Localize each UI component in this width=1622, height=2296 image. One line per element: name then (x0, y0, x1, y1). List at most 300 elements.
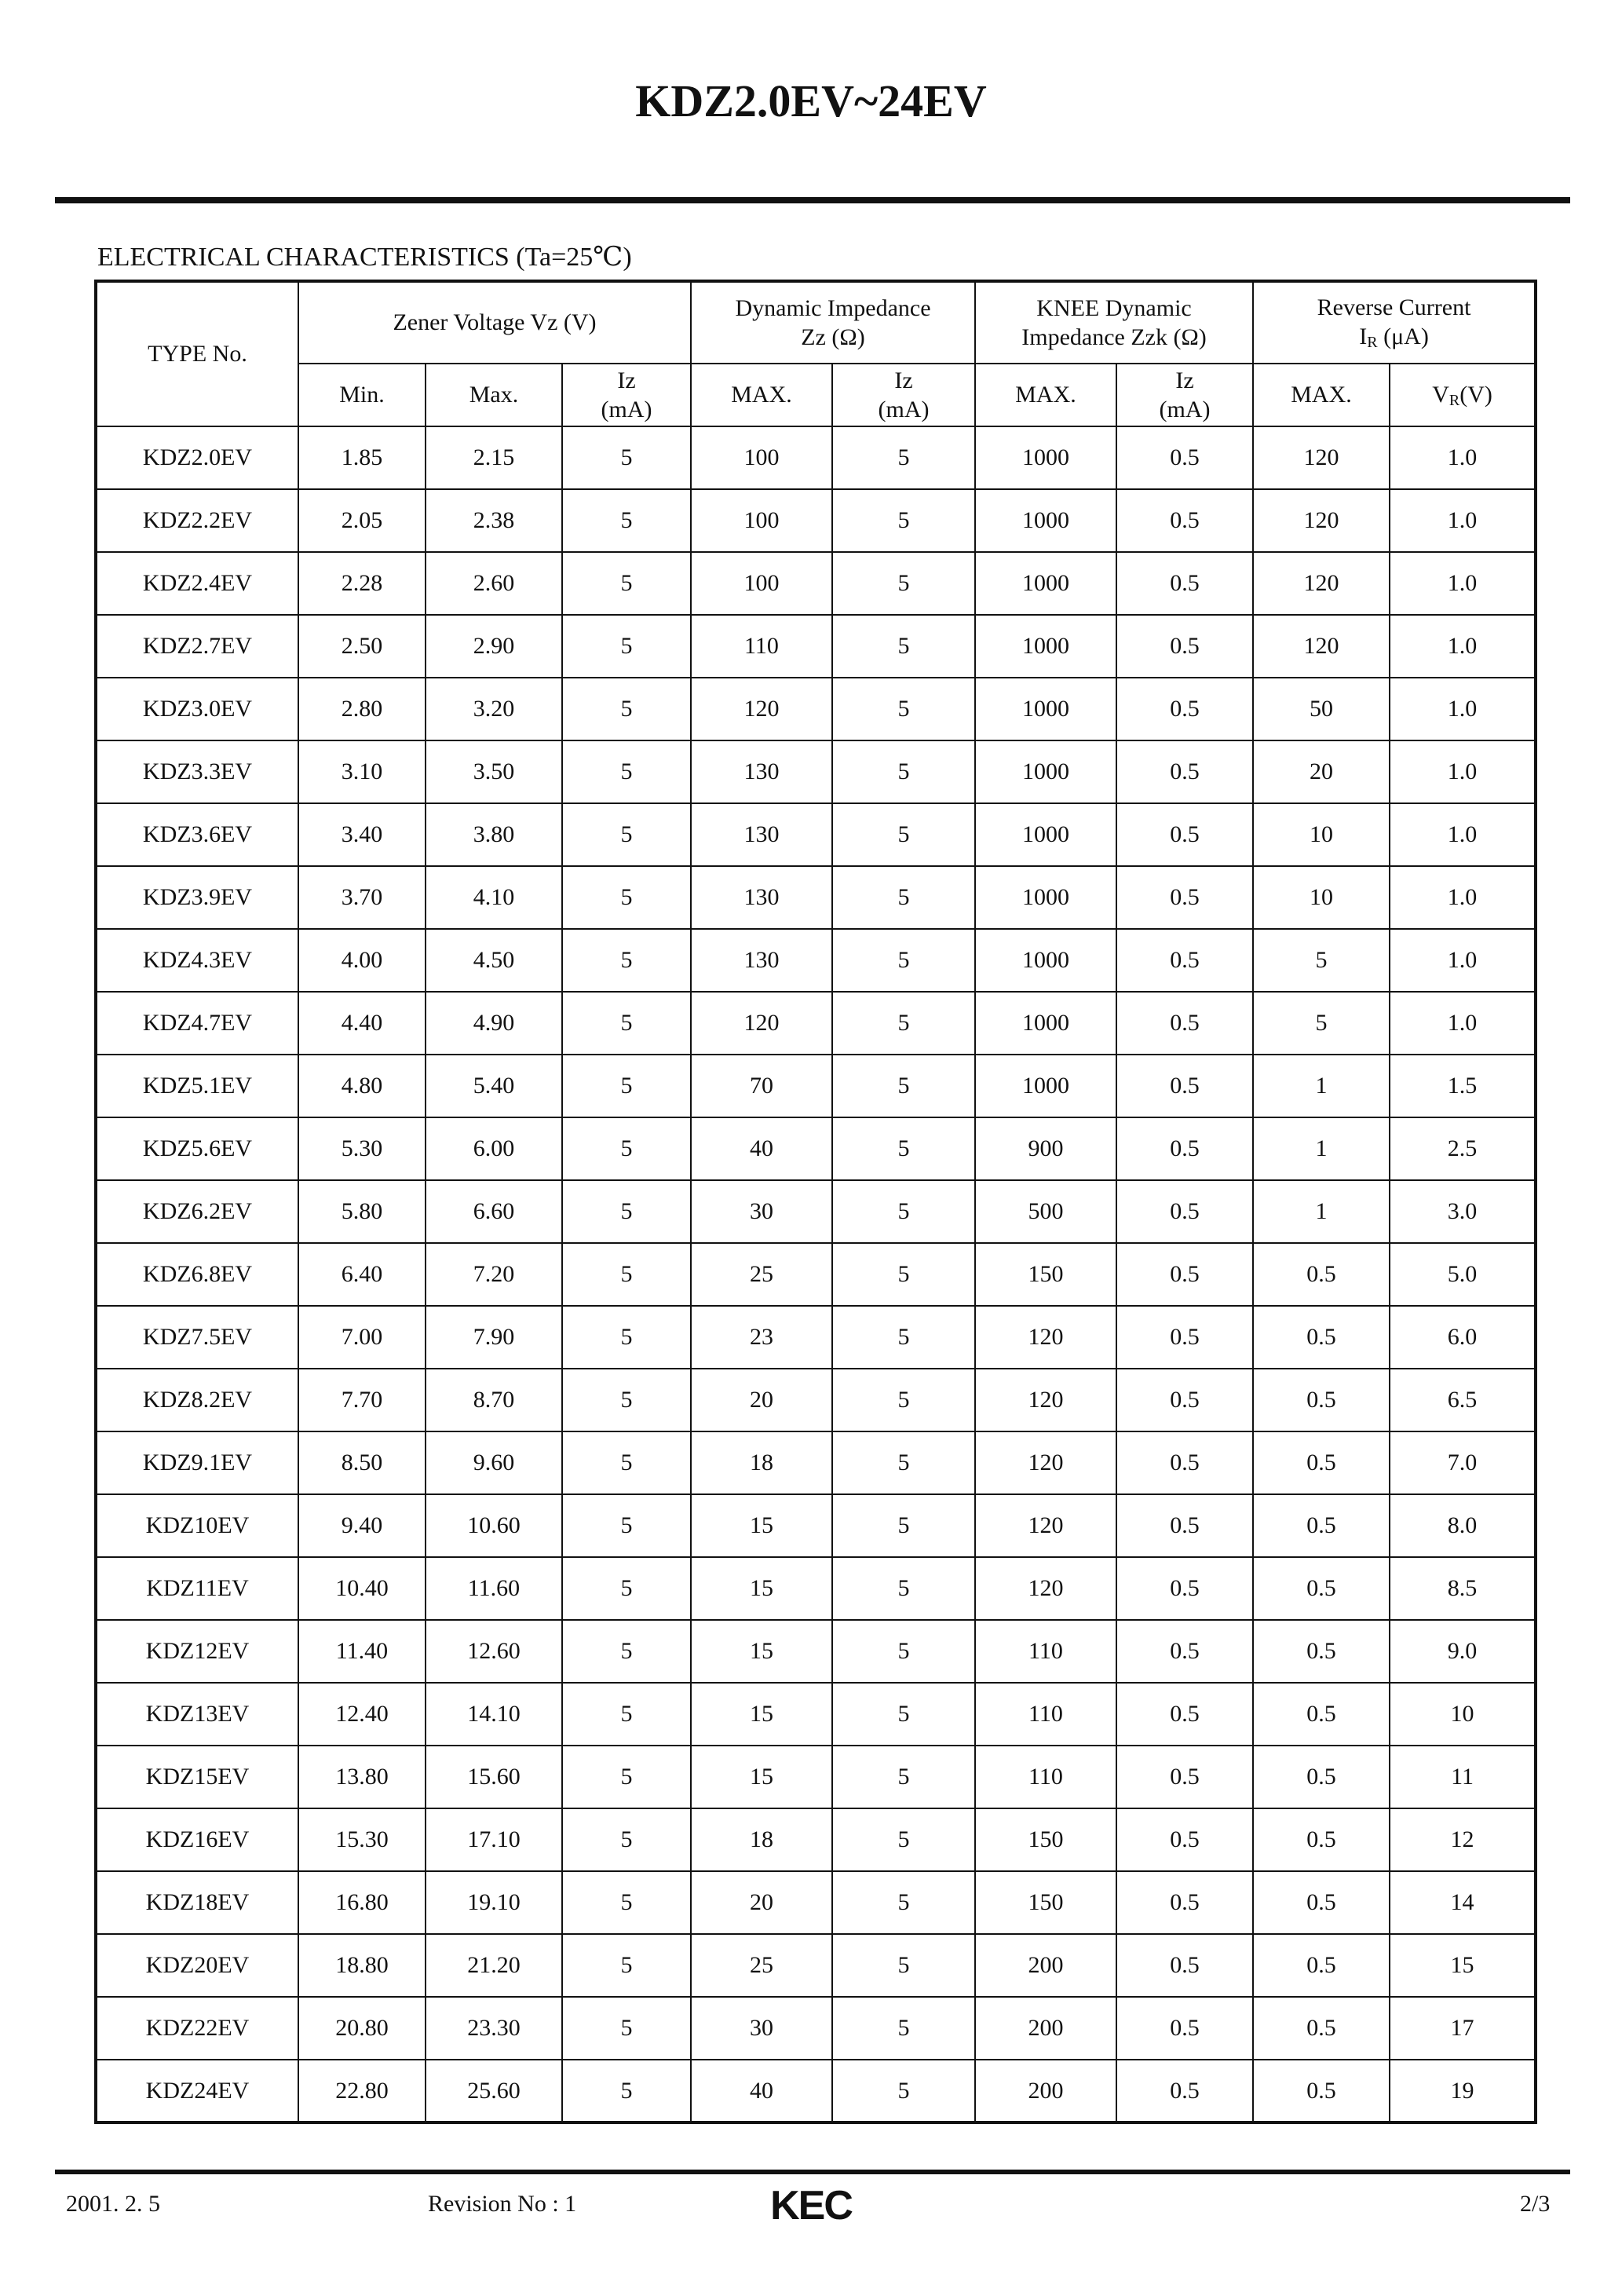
cell-type-no: KDZ3.3EV (96, 740, 298, 803)
cell-vz-iz: 5 (562, 1557, 691, 1620)
cell-zz-iz: 5 (832, 489, 975, 552)
cell-vz-iz: 5 (562, 2060, 691, 2122)
cell-zzk-iz: 0.5 (1116, 1117, 1253, 1180)
cell-type-no: KDZ6.8EV (96, 1243, 298, 1306)
cell-ir-max: 0.5 (1253, 1871, 1390, 1934)
cell-zz-iz: 5 (832, 1871, 975, 1934)
cell-zzk-iz: 0.5 (1116, 992, 1253, 1055)
cell-ir-max: 50 (1253, 678, 1390, 740)
cell-type-no: KDZ22EV (96, 1997, 298, 2060)
page-title: KDZ2.0EV~24EV (635, 75, 987, 126)
cell-type-no: KDZ8.2EV (96, 1369, 298, 1431)
table-row (96, 1369, 1536, 1431)
cell-vz-max: 7.20 (426, 1243, 562, 1306)
cell-vr: 1.0 (1390, 426, 1536, 489)
cell-vr: 1.5 (1390, 1055, 1536, 1117)
cell-zz-max: 20 (691, 1871, 832, 1934)
cell-zzk-iz: 0.5 (1116, 1369, 1253, 1431)
cell-type-no: KDZ5.1EV (96, 1055, 298, 1117)
cell-vz-max: 15.60 (426, 1746, 562, 1808)
cell-zz-max: 120 (691, 678, 832, 740)
cell-zz-max: 30 (691, 1180, 832, 1243)
cell-zz-max: 20 (691, 1369, 832, 1431)
table-row (96, 1117, 1536, 1180)
cell-vr: 1.0 (1390, 552, 1536, 615)
cell-zz-max: 25 (691, 1243, 832, 1306)
cell-vz-max: 3.80 (426, 803, 562, 866)
cell-zzk-iz: 0.5 (1116, 1494, 1253, 1557)
cell-vr: 9.0 (1390, 1620, 1536, 1683)
cell-zz-max: 15 (691, 1557, 832, 1620)
cell-type-no: KDZ7.5EV (96, 1306, 298, 1369)
cell-vz-min: 2.80 (298, 678, 426, 740)
cell-ir-max: 0.5 (1253, 1557, 1390, 1620)
cell-zz-iz: 5 (832, 929, 975, 992)
cell-vz-iz: 5 (562, 740, 691, 803)
cell-zz-iz: 5 (832, 992, 975, 1055)
cell-type-no: KDZ3.6EV (96, 803, 298, 866)
table-row (96, 1871, 1536, 1934)
cell-vz-iz: 5 (562, 678, 691, 740)
cell-vz-min: 4.40 (298, 992, 426, 1055)
cell-zz-max: 100 (691, 489, 832, 552)
svg-text:KEC: KEC (770, 2184, 852, 2224)
table-row (96, 615, 1536, 678)
header-vz-iz: Iz (mA) (562, 364, 691, 426)
cell-ir-max: 0.5 (1253, 2060, 1390, 2122)
cell-zzk-iz: 0.5 (1116, 1808, 1253, 1871)
cell-vz-max: 14.10 (426, 1683, 562, 1746)
cell-zzk-max: 200 (975, 1934, 1116, 1997)
cell-type-no: KDZ24EV (96, 2060, 298, 2122)
table-row (96, 1683, 1536, 1746)
cell-zz-iz: 5 (832, 1557, 975, 1620)
table-row (96, 929, 1536, 992)
cell-vz-min: 8.50 (298, 1431, 426, 1494)
table-row (96, 489, 1536, 552)
cell-vz-iz: 5 (562, 426, 691, 489)
cell-vz-max: 17.10 (426, 1808, 562, 1871)
cell-type-no: KDZ5.6EV (96, 1117, 298, 1180)
cell-ir-max: 1 (1253, 1180, 1390, 1243)
cell-ir-max: 0.5 (1253, 1431, 1390, 1494)
cell-vz-max: 4.10 (426, 866, 562, 929)
cell-zz-max: 40 (691, 2060, 832, 2122)
cell-vz-max: 4.50 (426, 929, 562, 992)
cell-vr: 15 (1390, 1934, 1536, 1997)
header-knee-impedance: KNEE Dynamic Impedance Zzk (Ω) (975, 281, 1253, 364)
cell-zz-iz: 5 (832, 1934, 975, 1997)
cell-zzk-max: 900 (975, 1117, 1116, 1180)
cell-type-no: KDZ4.7EV (96, 992, 298, 1055)
cell-vz-max: 25.60 (426, 2060, 562, 2122)
cell-type-no: KDZ4.3EV (96, 929, 298, 992)
table-row (96, 740, 1536, 803)
cell-ir-max: 120 (1253, 426, 1390, 489)
cell-ir-max: 0.5 (1253, 1369, 1390, 1431)
table-row (96, 1243, 1536, 1306)
cell-zz-max: 120 (691, 992, 832, 1055)
cell-vr: 8.0 (1390, 1494, 1536, 1557)
cell-vz-iz: 5 (562, 1369, 691, 1431)
header-zzk-max: MAX. (975, 364, 1116, 426)
table-row (96, 1557, 1536, 1620)
cell-vz-iz: 5 (562, 1620, 691, 1683)
table-row (96, 1494, 1536, 1557)
cell-zz-max: 130 (691, 803, 832, 866)
cell-vr: 19 (1390, 2060, 1536, 2122)
cell-vz-max: 19.10 (426, 1871, 562, 1934)
cell-zz-max: 130 (691, 740, 832, 803)
cell-vr: 1.0 (1390, 489, 1536, 552)
cell-zz-max: 130 (691, 929, 832, 992)
cell-vz-iz: 5 (562, 1746, 691, 1808)
cell-vz-max: 8.70 (426, 1369, 562, 1431)
cell-zz-max: 30 (691, 1997, 832, 2060)
cell-zzk-max: 1000 (975, 803, 1116, 866)
cell-vz-iz: 5 (562, 1997, 691, 2060)
cell-type-no: KDZ3.0EV (96, 678, 298, 740)
electrical-characteristics-table (94, 280, 1537, 2124)
cell-vz-min: 5.80 (298, 1180, 426, 1243)
cell-type-no: KDZ10EV (96, 1494, 298, 1557)
cell-zzk-max: 150 (975, 1871, 1116, 1934)
kec-logo (752, 2184, 870, 2224)
cell-zz-max: 23 (691, 1306, 832, 1369)
table-row (96, 866, 1536, 929)
table-row (96, 1431, 1536, 1494)
table-row (96, 1620, 1536, 1683)
top-rule (55, 197, 1570, 203)
cell-zz-iz: 5 (832, 1117, 975, 1180)
table-row (96, 1808, 1536, 1871)
cell-ir-max: 0.5 (1253, 1306, 1390, 1369)
cell-type-no: KDZ2.4EV (96, 552, 298, 615)
cell-vz-max: 3.50 (426, 740, 562, 803)
cell-zzk-iz: 0.5 (1116, 1243, 1253, 1306)
cell-zz-max: 25 (691, 1934, 832, 1997)
cell-vz-iz: 5 (562, 1117, 691, 1180)
cell-type-no: KDZ15EV (96, 1746, 298, 1808)
cell-vr: 1.0 (1390, 740, 1536, 803)
cell-vr: 3.0 (1390, 1180, 1536, 1243)
cell-zzk-max: 1000 (975, 992, 1116, 1055)
header-vz-min: Min. (298, 364, 426, 426)
cell-zz-iz: 5 (832, 1746, 975, 1808)
cell-type-no: KDZ2.2EV (96, 489, 298, 552)
cell-type-no: KDZ9.1EV (96, 1431, 298, 1494)
table-row (96, 1055, 1536, 1117)
cell-zz-max: 15 (691, 1494, 832, 1557)
table-row (96, 1997, 1536, 2060)
cell-vz-max: 5.40 (426, 1055, 562, 1117)
cell-ir-max: 10 (1253, 866, 1390, 929)
cell-vr: 11 (1390, 1746, 1536, 1808)
cell-vr: 1.0 (1390, 803, 1536, 866)
cell-ir-max: 0.5 (1253, 1746, 1390, 1808)
header-vz-max: Max. (426, 364, 562, 426)
cell-zz-max: 15 (691, 1746, 832, 1808)
cell-vz-iz: 5 (562, 803, 691, 866)
header-vr: $V_R(V)$ (1390, 364, 1536, 426)
cell-zzk-max: 120 (975, 1306, 1116, 1369)
cell-vz-min: 5.30 (298, 1117, 426, 1180)
cell-vz-min: 1.85 (298, 426, 426, 489)
cell-vz-max: 2.15 (426, 426, 562, 489)
cell-type-no: KDZ3.9EV (96, 866, 298, 929)
cell-zzk-max: 1000 (975, 866, 1116, 929)
cell-vr: 1.0 (1390, 615, 1536, 678)
cell-vz-max: 6.00 (426, 1117, 562, 1180)
cell-zz-iz: 5 (832, 803, 975, 866)
cell-vr: 14 (1390, 1871, 1536, 1934)
table-row (96, 1934, 1536, 1997)
cell-zz-max: 18 (691, 1431, 832, 1494)
footer-revision: Revision No : 1 (428, 2191, 577, 2217)
cell-zzk-iz: 0.5 (1116, 1180, 1253, 1243)
cell-vz-min: 20.80 (298, 1997, 426, 2060)
table-body (96, 426, 1536, 2122)
cell-type-no: KDZ2.0EV (96, 426, 298, 489)
cell-zzk-iz: 0.5 (1116, 1683, 1253, 1746)
cell-zzk-max: 150 (975, 1808, 1116, 1871)
cell-vz-iz: 5 (562, 1494, 691, 1557)
cell-vz-max: 9.60 (426, 1431, 562, 1494)
cell-vz-iz: 5 (562, 489, 691, 552)
cell-vr: 6.5 (1390, 1369, 1536, 1431)
cell-vz-min: 7.00 (298, 1306, 426, 1369)
cell-zzk-max: 110 (975, 1746, 1116, 1808)
cell-vz-max: 2.60 (426, 552, 562, 615)
cell-vr: 12 (1390, 1808, 1536, 1871)
footer-date: 2001. 2. 5 (66, 2191, 160, 2217)
cell-zzk-max: 1000 (975, 740, 1116, 803)
cell-zz-max: 18 (691, 1808, 832, 1871)
cell-zz-iz: 5 (832, 1369, 975, 1431)
cell-vz-iz: 5 (562, 1683, 691, 1746)
cell-zz-iz: 5 (832, 615, 975, 678)
cell-zz-max: 100 (691, 426, 832, 489)
cell-zz-iz: 5 (832, 552, 975, 615)
cell-zz-iz: 5 (832, 426, 975, 489)
cell-vz-min: 7.70 (298, 1369, 426, 1431)
cell-zzk-iz: 0.5 (1116, 929, 1253, 992)
cell-vz-iz: 5 (562, 1243, 691, 1306)
cell-vz-min: 2.05 (298, 489, 426, 552)
cell-vz-min: 3.10 (298, 740, 426, 803)
cell-zz-iz: 5 (832, 1620, 975, 1683)
cell-vr: 1.0 (1390, 929, 1536, 992)
cell-zz-iz: 5 (832, 1306, 975, 1369)
cell-vz-min: 18.80 (298, 1934, 426, 1997)
cell-zz-max: 15 (691, 1683, 832, 1746)
cell-ir-max: 0.5 (1253, 1683, 1390, 1746)
table-row (96, 2060, 1536, 2122)
cell-vr: 1.0 (1390, 866, 1536, 929)
cell-zzk-iz: 0.5 (1116, 1055, 1253, 1117)
cell-vz-max: 10.60 (426, 1494, 562, 1557)
cell-vz-min: 11.40 (298, 1620, 426, 1683)
cell-zzk-max: 1000 (975, 426, 1116, 489)
cell-vr: 1.0 (1390, 992, 1536, 1055)
cell-zz-iz: 5 (832, 1808, 975, 1871)
cell-vz-max: 23.30 (426, 1997, 562, 2060)
bottom-rule (55, 2170, 1570, 2174)
cell-zz-iz: 5 (832, 866, 975, 929)
cell-zz-iz: 5 (832, 678, 975, 740)
cell-zzk-max: 1000 (975, 678, 1116, 740)
cell-zz-max: 110 (691, 615, 832, 678)
cell-zz-iz: 5 (832, 1180, 975, 1243)
cell-ir-max: 0.5 (1253, 1934, 1390, 1997)
cell-ir-max: 0.5 (1253, 1243, 1390, 1306)
cell-vr: 8.5 (1390, 1557, 1536, 1620)
table-row (96, 1180, 1536, 1243)
cell-zzk-iz: 0.5 (1116, 866, 1253, 929)
cell-zzk-max: 1000 (975, 552, 1116, 615)
cell-zz-max: 100 (691, 552, 832, 615)
cell-vz-iz: 5 (562, 992, 691, 1055)
cell-zzk-max: 200 (975, 1997, 1116, 2060)
cell-vz-min: 4.80 (298, 1055, 426, 1117)
cell-zz-max: 130 (691, 866, 832, 929)
cell-zzk-iz: 0.5 (1116, 1557, 1253, 1620)
cell-vz-iz: 5 (562, 552, 691, 615)
cell-vr: 5.0 (1390, 1243, 1536, 1306)
cell-vz-max: 21.20 (426, 1934, 562, 1997)
cell-vz-max: 3.20 (426, 678, 562, 740)
table-row (96, 552, 1536, 615)
cell-vz-max: 12.60 (426, 1620, 562, 1683)
cell-zzk-iz: 0.5 (1116, 2060, 1253, 2122)
cell-vz-iz: 5 (562, 615, 691, 678)
cell-vr: 6.0 (1390, 1306, 1536, 1369)
cell-zz-max: 70 (691, 1055, 832, 1117)
cell-vz-max: 7.90 (426, 1306, 562, 1369)
cell-ir-max: 5 (1253, 929, 1390, 992)
cell-vr: 7.0 (1390, 1431, 1536, 1494)
cell-zzk-max: 1000 (975, 1055, 1116, 1117)
cell-zzk-max: 120 (975, 1431, 1116, 1494)
header-zz-max: MAX. (691, 364, 832, 426)
cell-ir-max: 120 (1253, 552, 1390, 615)
cell-zzk-max: 110 (975, 1620, 1116, 1683)
cell-type-no: KDZ16EV (96, 1808, 298, 1871)
table-row (96, 803, 1536, 866)
table-row (96, 426, 1536, 489)
header-zz-iz: Iz (mA) (832, 364, 975, 426)
cell-zzk-iz: 0.5 (1116, 489, 1253, 552)
cell-vz-max: 6.60 (426, 1180, 562, 1243)
cell-zzk-max: 1000 (975, 489, 1116, 552)
cell-zz-max: 15 (691, 1620, 832, 1683)
cell-ir-max: 120 (1253, 489, 1390, 552)
cell-zzk-max: 120 (975, 1494, 1116, 1557)
cell-zzk-iz: 0.5 (1116, 1620, 1253, 1683)
cell-vz-iz: 5 (562, 1180, 691, 1243)
header-reverse-current: Reverse Current $I_R$ (μA) (1253, 281, 1536, 364)
cell-vz-iz: 5 (562, 866, 691, 929)
cell-vz-iz: 5 (562, 1055, 691, 1117)
cell-vz-min: 3.40 (298, 803, 426, 866)
cell-vz-iz: 5 (562, 1808, 691, 1871)
cell-vr: 2.5 (1390, 1117, 1536, 1180)
cell-vz-min: 4.00 (298, 929, 426, 992)
cell-zzk-iz: 0.5 (1116, 1997, 1253, 2060)
cell-zz-iz: 5 (832, 1494, 975, 1557)
cell-vz-max: 11.60 (426, 1557, 562, 1620)
cell-vz-min: 12.40 (298, 1683, 426, 1746)
cell-vr: 10 (1390, 1683, 1536, 1746)
cell-zzk-iz: 0.5 (1116, 615, 1253, 678)
header-type-no: TYPE No. (96, 281, 298, 426)
cell-ir-max: 0.5 (1253, 1494, 1390, 1557)
cell-zz-iz: 5 (832, 1055, 975, 1117)
header-zzk-iz: Iz (mA) (1116, 364, 1253, 426)
cell-zzk-max: 120 (975, 1557, 1116, 1620)
cell-vz-min: 22.80 (298, 2060, 426, 2122)
cell-type-no: KDZ20EV (96, 1934, 298, 1997)
cell-zzk-iz: 0.5 (1116, 678, 1253, 740)
cell-vz-max: 2.38 (426, 489, 562, 552)
cell-vz-max: 4.90 (426, 992, 562, 1055)
cell-vz-iz: 5 (562, 1934, 691, 1997)
cell-ir-max: 120 (1253, 615, 1390, 678)
cell-type-no: KDZ11EV (96, 1557, 298, 1620)
section-title: ELECTRICAL CHARACTERISTICS (Ta=25℃) (97, 243, 632, 272)
cell-vz-min: 15.30 (298, 1808, 426, 1871)
cell-vz-max: 2.90 (426, 615, 562, 678)
cell-ir-max: 0.5 (1253, 1620, 1390, 1683)
table-row (96, 992, 1536, 1055)
header-zener-voltage: Zener Voltage Vz (V) (298, 281, 691, 364)
table-row (96, 1746, 1536, 1808)
cell-vz-min: 3.70 (298, 866, 426, 929)
cell-zzk-iz: 0.5 (1116, 1746, 1253, 1808)
cell-vz-min: 16.80 (298, 1871, 426, 1934)
cell-zzk-iz: 0.5 (1116, 552, 1253, 615)
cell-zz-max: 40 (691, 1117, 832, 1180)
cell-type-no: KDZ18EV (96, 1871, 298, 1934)
table-row (96, 678, 1536, 740)
cell-ir-max: 0.5 (1253, 1997, 1390, 2060)
cell-ir-max: 10 (1253, 803, 1390, 866)
cell-zzk-iz: 0.5 (1116, 803, 1253, 866)
cell-type-no: KDZ12EV (96, 1620, 298, 1683)
cell-zzk-max: 150 (975, 1243, 1116, 1306)
cell-zzk-max: 110 (975, 1683, 1116, 1746)
header-dynamic-impedance: Dynamic Impedance Zz (Ω) (691, 281, 975, 364)
footer-page-number: 2/3 (1520, 2191, 1551, 2217)
cell-zzk-iz: 0.5 (1116, 1306, 1253, 1369)
cell-zzk-max: 500 (975, 1180, 1116, 1243)
cell-ir-max: 20 (1253, 740, 1390, 803)
cell-type-no: KDZ13EV (96, 1683, 298, 1746)
cell-vr: 1.0 (1390, 678, 1536, 740)
cell-zz-iz: 5 (832, 2060, 975, 2122)
cell-zz-iz: 5 (832, 1997, 975, 2060)
cell-vz-min: 2.28 (298, 552, 426, 615)
cell-zzk-max: 200 (975, 2060, 1116, 2122)
cell-zzk-iz: 0.5 (1116, 740, 1253, 803)
cell-zzk-max: 120 (975, 1369, 1116, 1431)
cell-vz-min: 13.80 (298, 1746, 426, 1808)
cell-vz-min: 6.40 (298, 1243, 426, 1306)
cell-zz-iz: 5 (832, 1431, 975, 1494)
cell-vr: 17 (1390, 1997, 1536, 2060)
cell-zzk-iz: 0.5 (1116, 1431, 1253, 1494)
cell-ir-max: 0.5 (1253, 1808, 1390, 1871)
